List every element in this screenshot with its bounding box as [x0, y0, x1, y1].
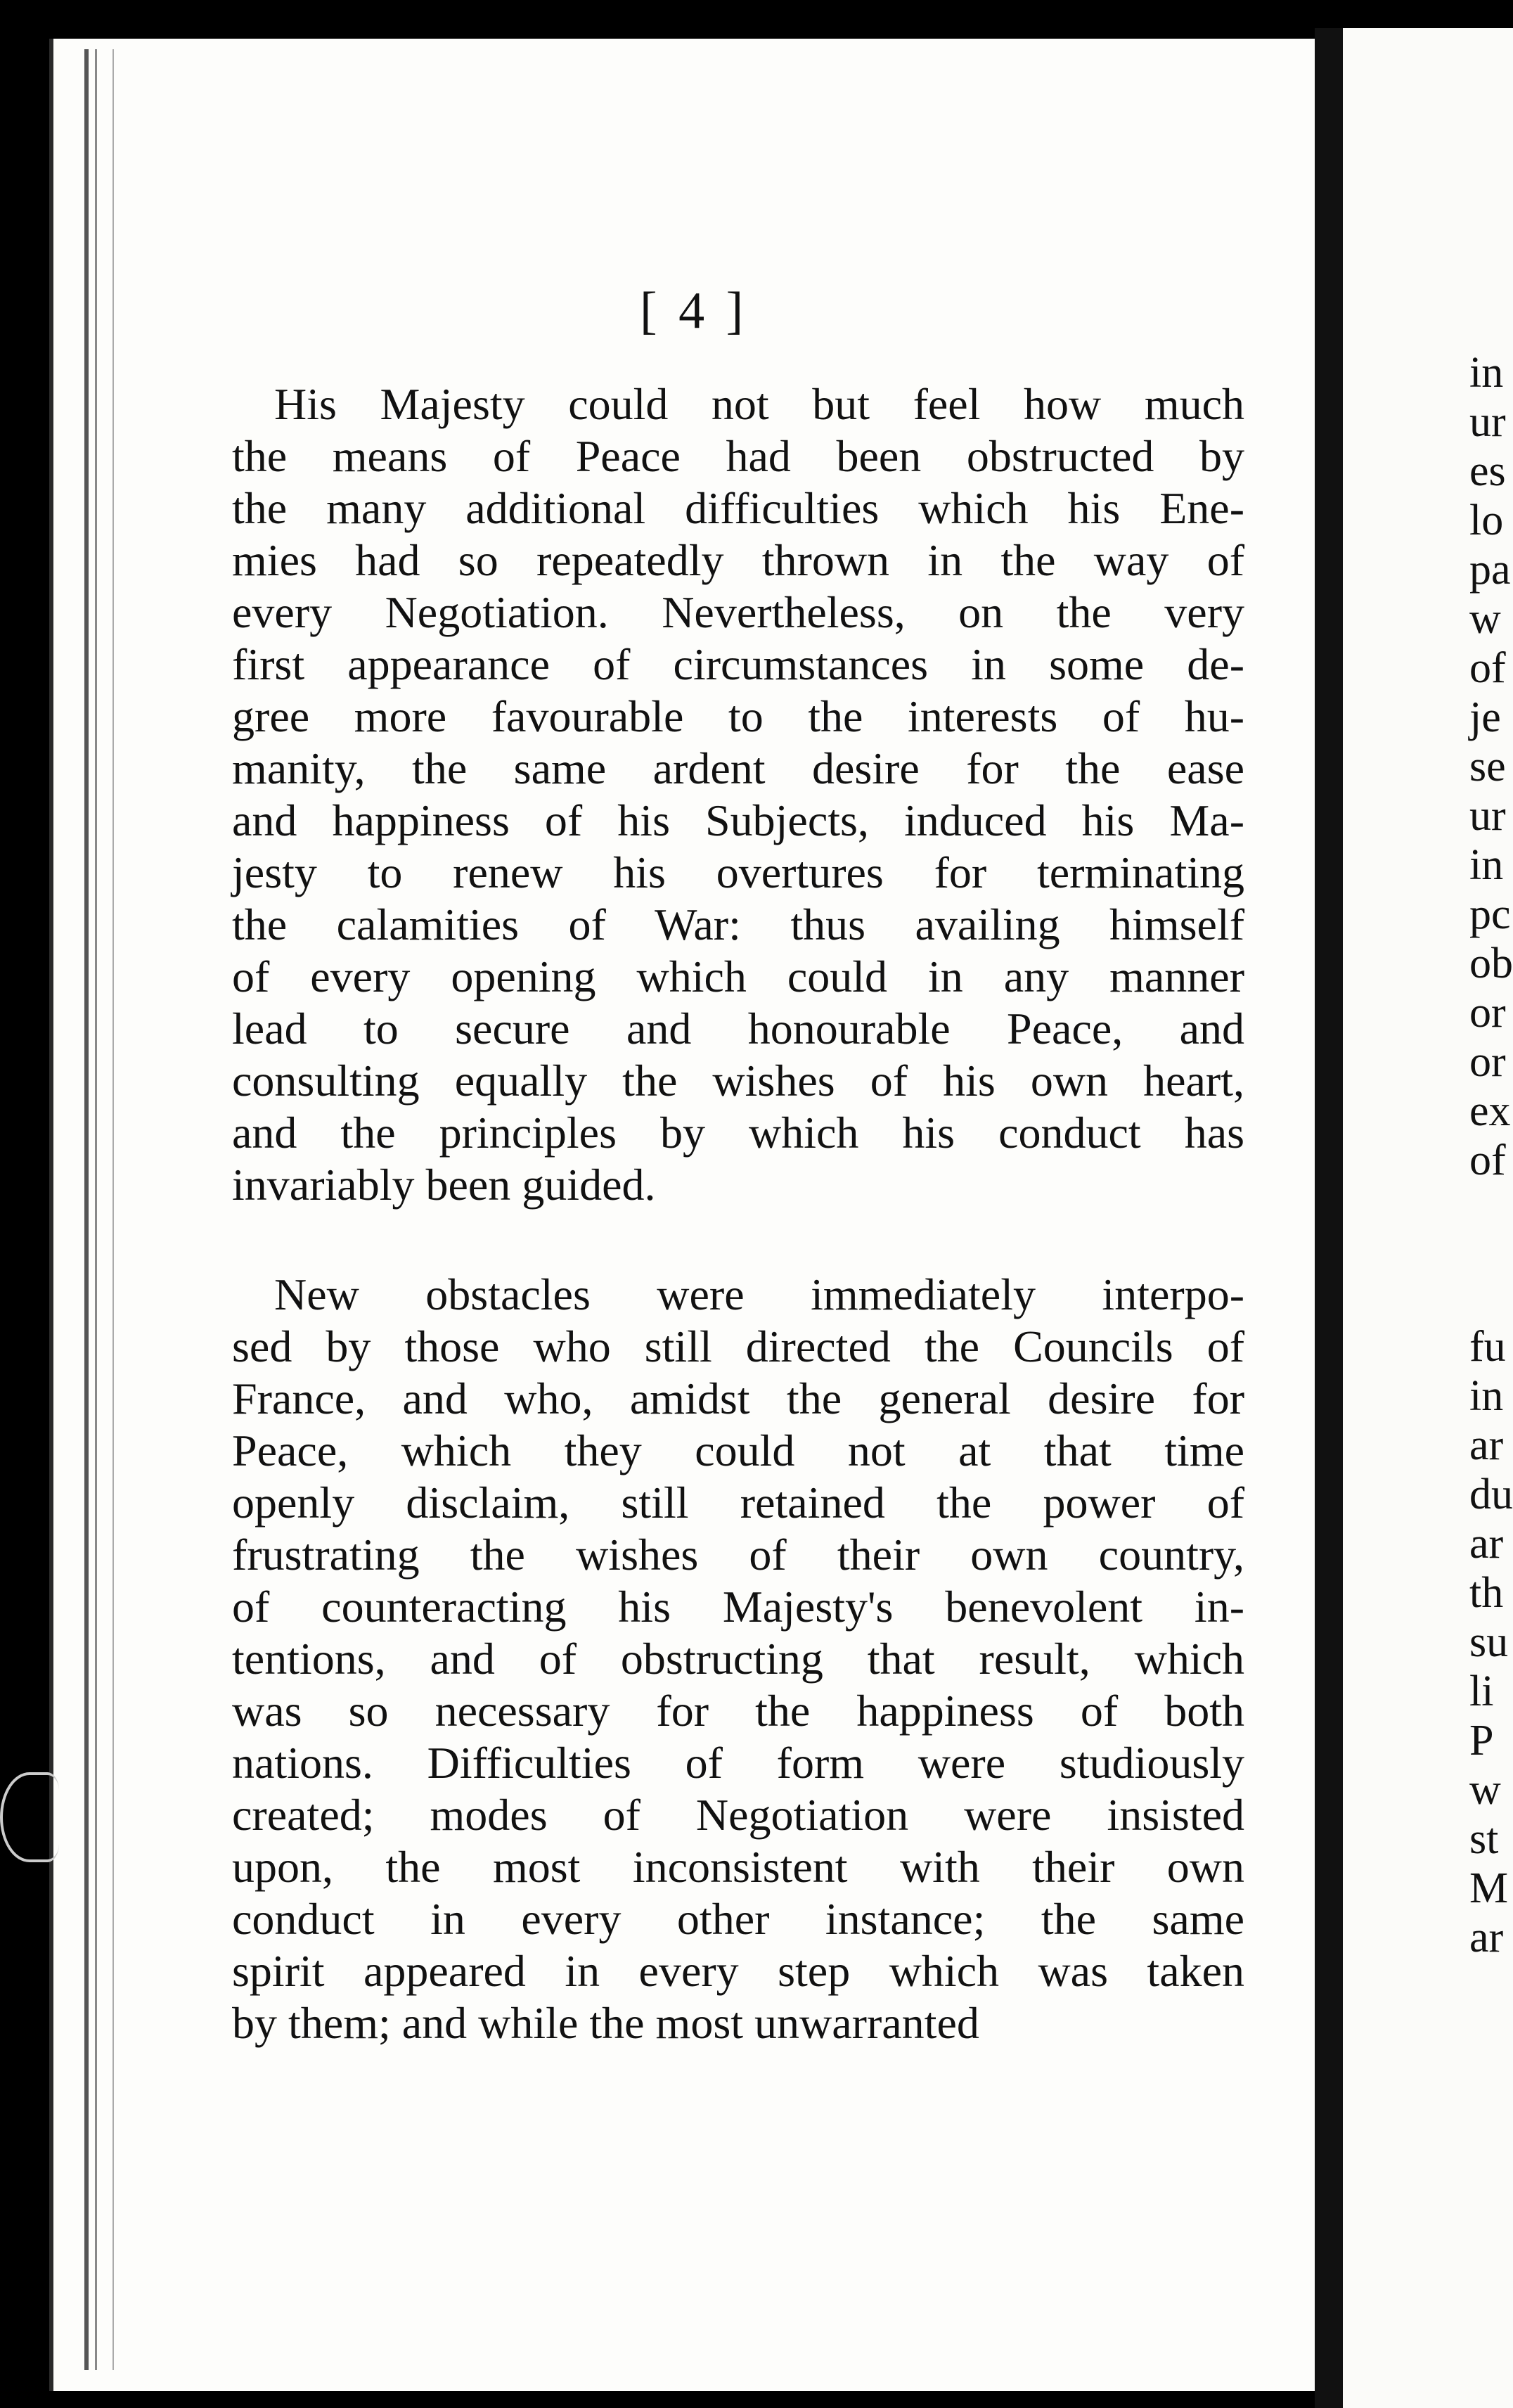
page-edge [112, 49, 114, 2370]
text-line: mies had so repeatedly thrown in the way of [232, 535, 1244, 585]
facing-page-fragment: du [1469, 1471, 1513, 1518]
text-line: every Negotiation. Nevertheless, on the very [232, 587, 1244, 637]
text-line: of every opening which could in any manner [232, 952, 1244, 1001]
page-edge [95, 49, 97, 2370]
facing-page-fragment: ex [1469, 1087, 1511, 1135]
text-line: lead to secure and honourable Peace, and [232, 1004, 1244, 1054]
text-line: His Majesty could not but feel how much [274, 379, 1244, 429]
facing-page-fragment: P [1469, 1717, 1494, 1765]
text-line: openly disclaim, still retained the power of [232, 1478, 1244, 1528]
facing-page-fragment: ar [1469, 1421, 1504, 1469]
facing-page-fragment: of [1469, 644, 1506, 692]
facing-page-fragment: pc [1469, 890, 1511, 938]
facing-page-fragment: or [1469, 1038, 1506, 1086]
text-line: New obstacles were immediately interpo- [274, 1269, 1244, 1319]
text-line: manity, the same ardent desire for the ease [232, 743, 1244, 793]
text-line: tentions, and of obstructing that result, which [232, 1634, 1244, 1684]
text-line: and the principles by which his conduct has [232, 1108, 1244, 1158]
thumb-smudge [0, 1772, 59, 1862]
text-line: the means of Peace had been obstructed by [232, 431, 1244, 481]
text-line: gree more favourable to the interests of hu- [232, 691, 1244, 741]
text-line: spirit appeared in every step which was taken [232, 1946, 1244, 1996]
facing-page-fragment: in [1469, 841, 1504, 889]
facing-page-fragment: es [1469, 447, 1506, 495]
facing-page-fragment: fu [1469, 1323, 1506, 1371]
text-line: nations. Difficulties of form were studiously [232, 1738, 1244, 1788]
facing-page-fragment: su [1469, 1618, 1509, 1666]
text-line: Peace, which they could not at that time [232, 1426, 1244, 1475]
facing-page-fragment: ur [1469, 792, 1506, 840]
book-gutter [1315, 28, 1343, 2408]
text-line: frustrating the wishes of their own country, [232, 1530, 1244, 1580]
facing-page-fragment: in [1469, 1372, 1504, 1420]
facing-page-fragment: ar [1469, 1914, 1504, 1961]
page-number: [ 4 ] [640, 282, 748, 340]
text-line: and happiness of his Subjects, induced his Ma- [232, 795, 1244, 845]
text-line: France, and who, amidst the general desire for [232, 1373, 1244, 1423]
facing-page-fragment: of [1469, 1136, 1506, 1184]
text-line: created; modes of Negotiation were insisted [232, 1790, 1244, 1840]
text-line: upon, the most inconsistent with their own [232, 1842, 1244, 1892]
facing-page-fragment: pa [1469, 546, 1511, 594]
paragraph-1 [232, 378, 1244, 1211]
text-line: of counteracting his Majesty's benevolent in- [232, 1582, 1244, 1632]
facing-page-fragment: se [1469, 743, 1506, 790]
text-line: first appearance of circumstances in some de- [232, 639, 1244, 689]
facing-page-fragment: ar [1469, 1520, 1504, 1568]
paragraph-2 [232, 1269, 1244, 2049]
text-line: jesty to renew his overtures for terminating [232, 847, 1244, 897]
text-line: invariably been guided. [232, 1160, 656, 1210]
facing-page-fragment: ur [1469, 398, 1506, 446]
text-line: conduct in every other instance; the same [232, 1894, 1244, 1944]
facing-page-fragment: in [1469, 349, 1504, 397]
text-line: the many additional difficulties which his Ene- [232, 483, 1244, 533]
text-line: consulting equally the wishes of his own heart, [232, 1056, 1244, 1106]
text-line: sed by those who still directed the Councils of [232, 1321, 1244, 1371]
facing-page-fragment: M [1469, 1864, 1509, 1912]
facing-page-fragment: th [1469, 1569, 1504, 1617]
facing-page-fragment: je [1469, 693, 1501, 741]
text-line: by them; and while the most unwarranted [232, 1998, 979, 2048]
facing-page-fragment: w [1469, 1766, 1501, 1814]
text-line: was so necessary for the happiness of both [232, 1686, 1244, 1736]
facing-page-fragment: ob [1469, 940, 1513, 987]
facing-page [1343, 28, 1513, 2408]
text-line: the calamities of War: thus availing himself [232, 899, 1244, 949]
facing-page-fragment: lo [1469, 497, 1504, 544]
facing-page-fragment: w [1469, 595, 1501, 643]
facing-page-fragment: st [1469, 1815, 1499, 1863]
page-edge [84, 49, 89, 2370]
facing-page-fragment: or [1469, 989, 1506, 1037]
facing-page-fragment: li [1469, 1667, 1494, 1715]
